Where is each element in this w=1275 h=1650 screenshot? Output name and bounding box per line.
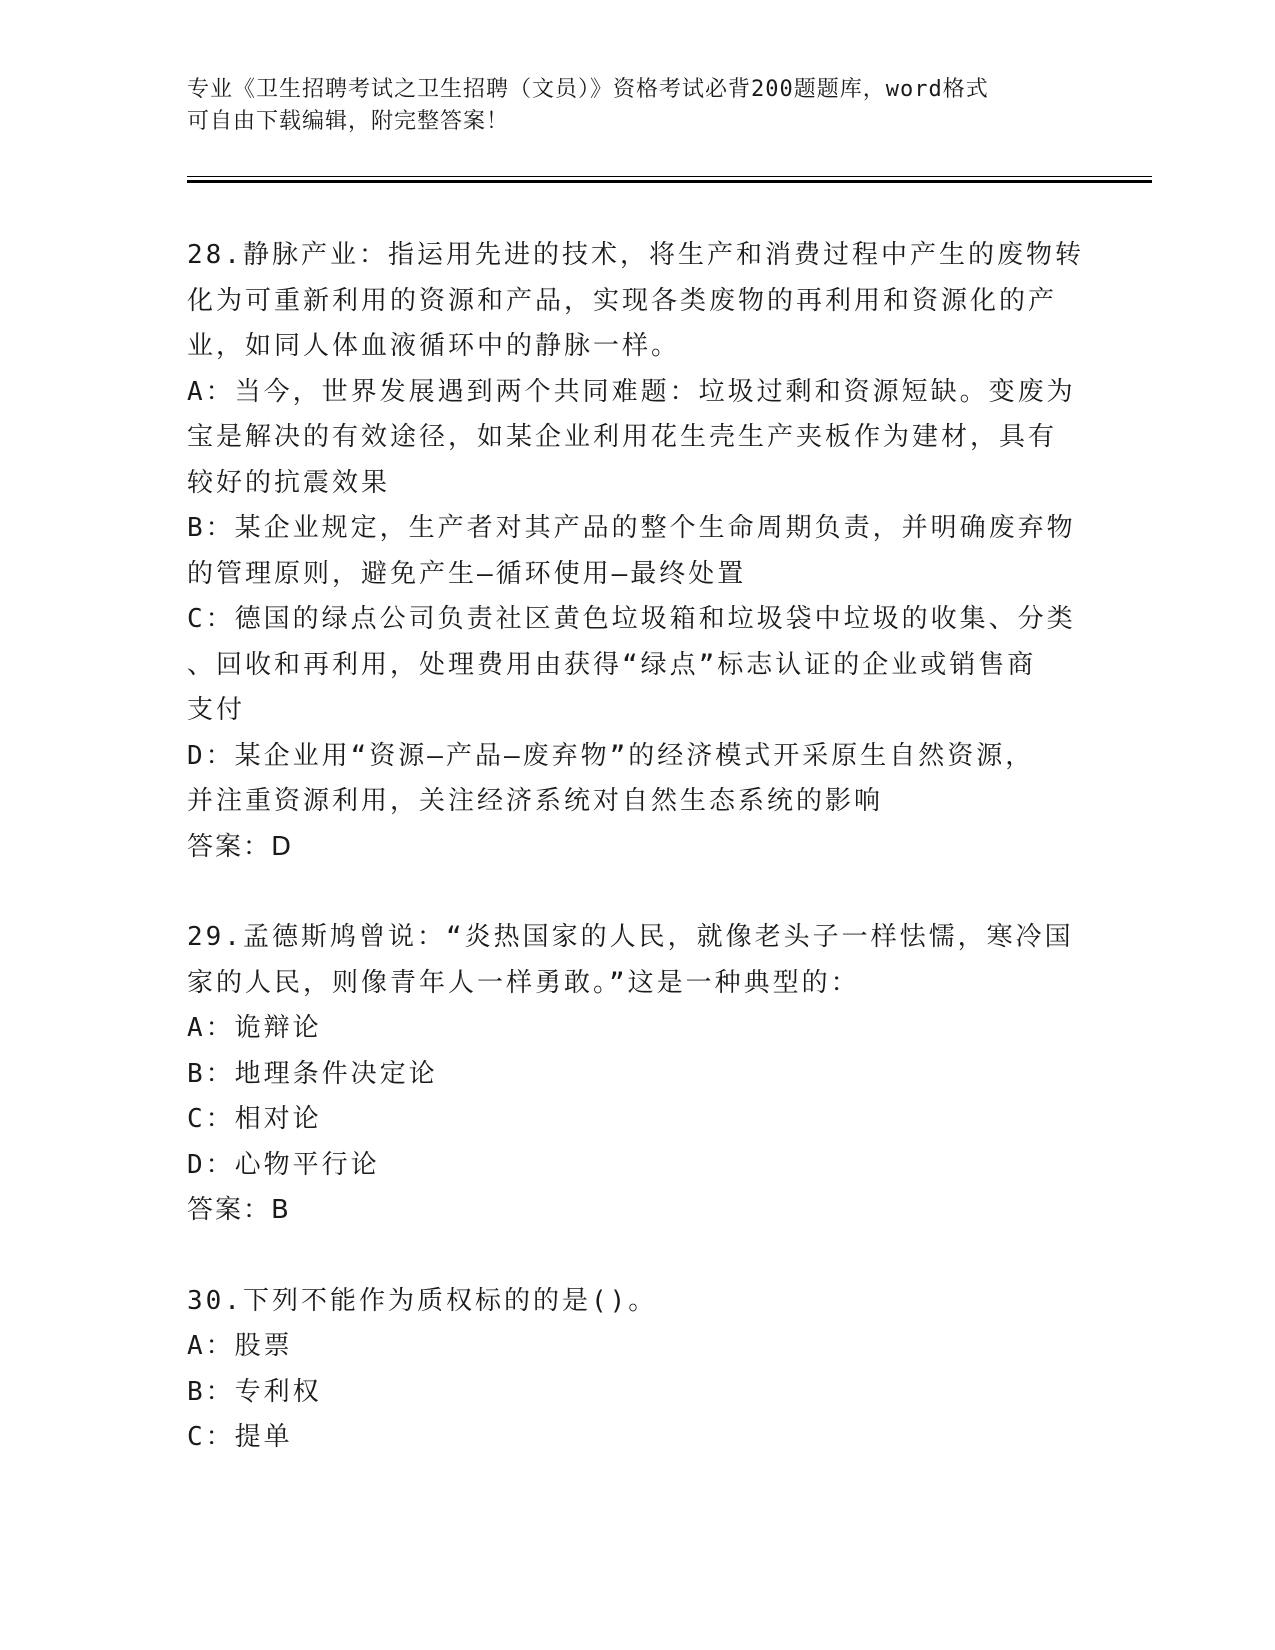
question-stem-line: 29.孟德斯鸠曾说：“炎热国家的人民，就像老头子一样怯懦，寒冷国	[187, 922, 1074, 952]
option-a: A：股票	[187, 1331, 293, 1361]
option-b: B：专利权	[187, 1376, 322, 1407]
option-c-line: C：德国的绿点公司负责社区黄色垃圾箱和垃圾袋中垃圾的收集、分类	[187, 604, 1076, 634]
header-line-2: 可自由下载编辑，附完整答案！	[187, 109, 510, 134]
answer-label: 答案：D	[187, 831, 294, 862]
option-d-line: 并注重资源利用，关注经济系统对自然生态系统的影响	[187, 786, 884, 816]
option-d-line: D：某企业用“资源—产品—废弃物”的经济模式开采原生自然资源，	[187, 740, 1035, 771]
option-c-line: 支付	[187, 695, 246, 725]
option-b-line: 的管理原则，避免产生—循环使用—最终处置	[187, 558, 747, 589]
question-29	[187, 915, 1087, 1234]
document-header	[187, 74, 1067, 138]
question-stem-line: 30.下列不能作为质权标的的是()。	[187, 1285, 658, 1316]
option-a-line: 较好的抗震效果	[187, 467, 391, 498]
option-c: C：提单	[187, 1422, 293, 1452]
question-stem-line: 业，如同人体血液循环中的静脉一样。	[187, 331, 681, 361]
option-c: C：相对论	[187, 1104, 322, 1134]
question-30	[187, 1279, 1087, 1461]
header-divider-thick	[187, 180, 1152, 183]
option-a-line: 宝是解决的有效途径，如某企业利用花生壳生产夹板作为建材，具有	[187, 422, 1058, 452]
header-line-1: 专业《卫生招聘考试之卫生招聘（文员）》资格考试必背200题题库，word格式	[187, 77, 989, 102]
option-b: B：地理条件决定论	[187, 1058, 438, 1089]
question-stem-line: 家的人民，则像青年人一样勇敢。”这是一种典型的：	[187, 967, 860, 998]
option-a-line: A：当今，世界发展遇到两个共同难题：垃圾过剩和资源短缺。变废为	[187, 376, 1076, 407]
option-b-line: B：某企业规定，生产者对其产品的整个生命周期负责，并明确废弃物	[187, 513, 1076, 543]
option-a: A：诡辩论	[187, 1013, 322, 1043]
option-c-line: 、回收和再利用，处理费用由获得“绿点”标志认证的企业或销售商	[187, 649, 1037, 680]
answer-label: 答案：B	[187, 1195, 291, 1225]
question-stem-line: 化为可重新利用的资源和产品，实现各类废物的再利用和资源化的产	[187, 285, 1058, 316]
question-28	[187, 233, 1087, 870]
option-d: D：心物平行论	[187, 1149, 380, 1180]
question-list	[187, 233, 1087, 1461]
header-divider-thin	[187, 176, 1152, 177]
question-stem-line: 28.静脉产业：指运用先进的技术，将生产和消费过程中产生的废物转	[187, 240, 1084, 270]
